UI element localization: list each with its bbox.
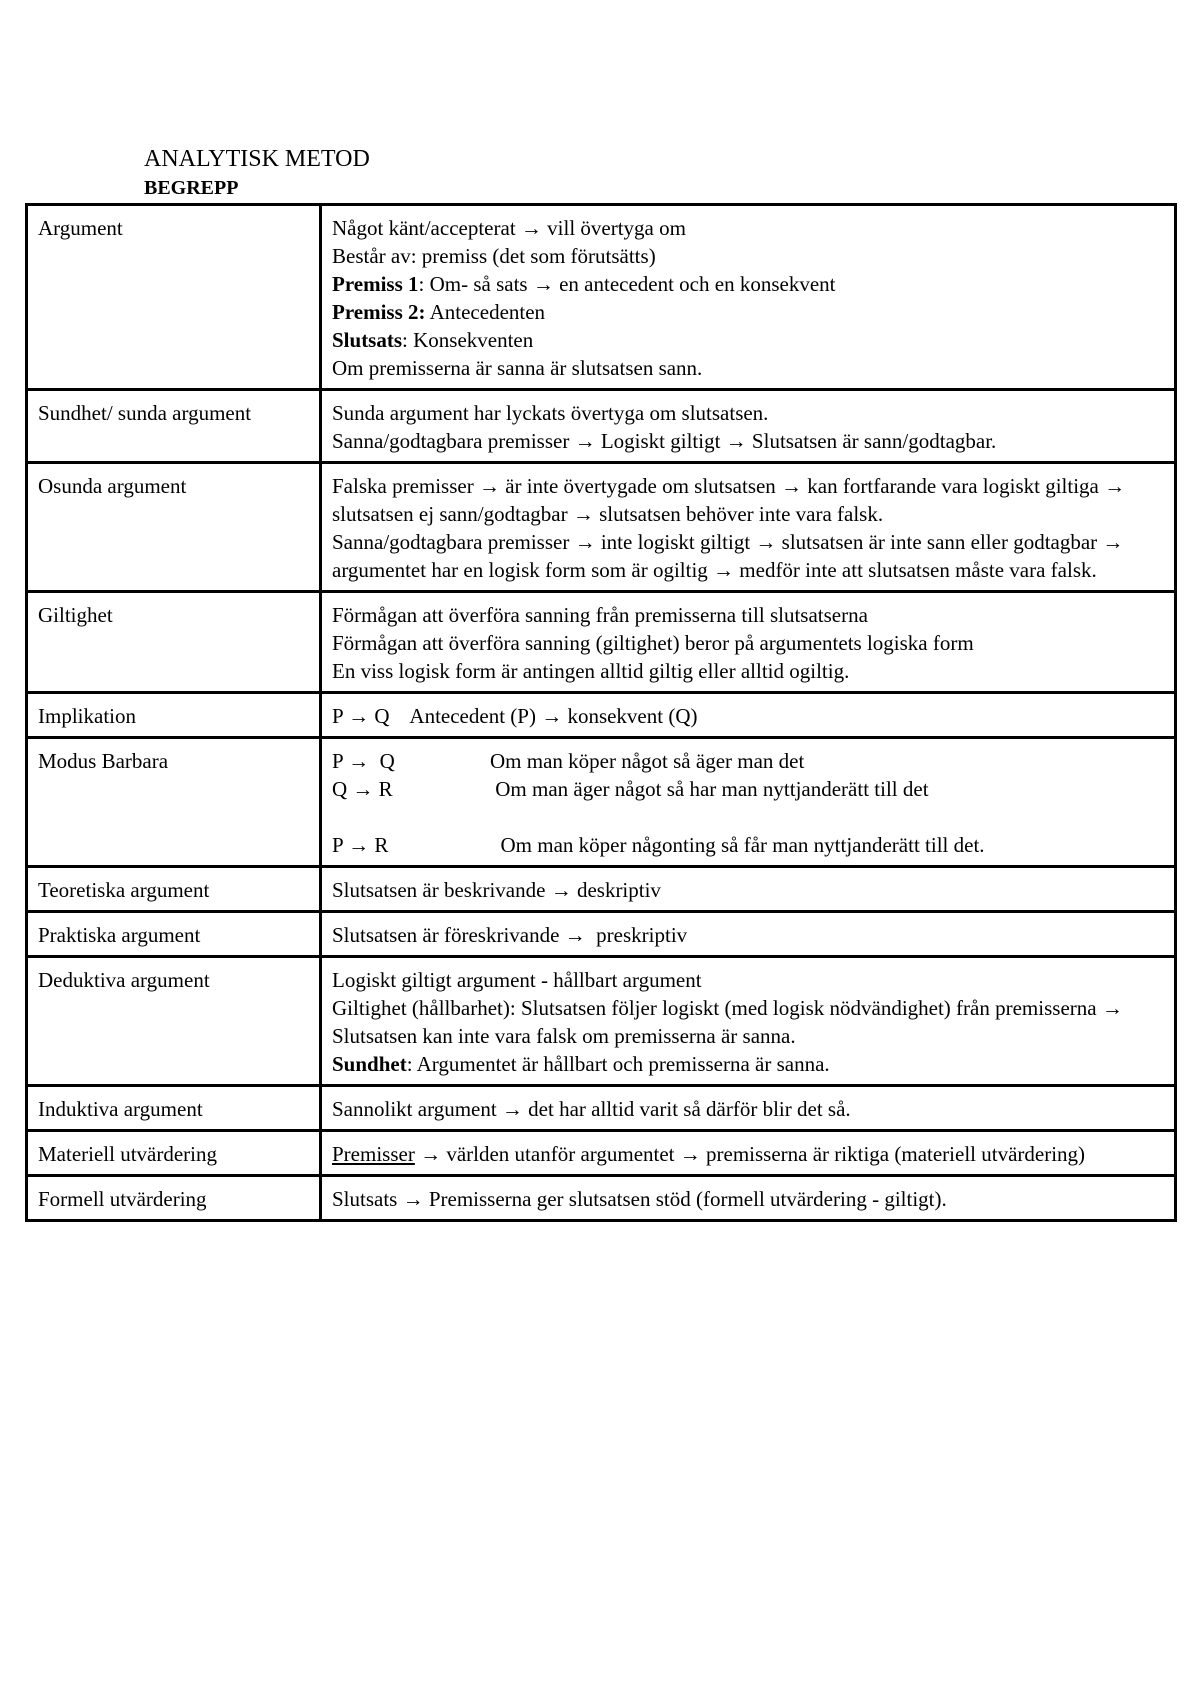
- definition-line: [332, 629, 1164, 657]
- definition-text: → världen utanför argumentet → premisserna är riktiga (materiell utvärdering): [414, 1142, 1086, 1166]
- table-row: [27, 1176, 1176, 1221]
- definition-cell: [321, 957, 1176, 1086]
- definition-line: [332, 994, 1164, 1050]
- definition-line: [332, 326, 1164, 354]
- definition-text: Sannolikt argument → det har alltid varit så därför blir det så.: [332, 1097, 851, 1121]
- definition-line: [332, 354, 1164, 382]
- definition-text: Består av: premiss (det som förutsätts): [332, 244, 656, 268]
- term-cell: Teoretiska argument: [27, 867, 321, 912]
- term-cell: Osunda argument: [27, 463, 321, 592]
- syllogism-line: [332, 747, 1164, 775]
- definition-line: [332, 702, 1164, 730]
- definition-line: [332, 242, 1164, 270]
- bold-term: Slutsats: [332, 328, 403, 352]
- definition-text: Förmågan att överföra sanning (giltighet) beror på argumentets logiska form: [332, 631, 974, 655]
- definition-cell: [321, 205, 1176, 390]
- table-row: [27, 912, 1176, 957]
- bold-term: Sundhet: [332, 1052, 407, 1076]
- definition-cell: [321, 463, 1176, 592]
- definition-line: [332, 298, 1164, 326]
- syllogism-example: Om man äger något så har man nyttjanderätt till det: [490, 777, 929, 801]
- document-title: ANALYTISK METOD: [144, 146, 370, 172]
- definition-text: : Om- så sats → en antecedent och en konsekvent: [418, 272, 836, 296]
- definition-cell: [321, 867, 1176, 912]
- table-row: [27, 592, 1176, 693]
- definition-line: [332, 427, 1164, 455]
- table-body: [27, 205, 1176, 1221]
- definition-line: [332, 657, 1164, 685]
- definition-cell: [321, 1086, 1176, 1131]
- definition-line: [332, 270, 1164, 298]
- definition-line: [332, 1185, 1164, 1213]
- table-row: [27, 390, 1176, 463]
- definition-text: Om premisserna är sanna är slutsatsen sann.: [332, 356, 703, 380]
- definition-text: Giltighet (hållbarhet): Slutsatsen följer logiskt (med logisk nödvändighet) från premisserna → Slutsatsen kan inte vara falsk om premisserna är sanna.: [332, 996, 1129, 1048]
- definition-line: [332, 528, 1164, 584]
- term-cell: Formell utvärdering: [27, 1176, 321, 1221]
- syllogism-line: [332, 775, 1164, 803]
- term-cell: Giltighet: [27, 592, 321, 693]
- definition-text: P → Q Antecedent (P) → konsekvent (Q): [332, 704, 698, 728]
- begrepp-table: [25, 203, 1177, 1222]
- term-cell: Materiell utvärdering: [27, 1131, 321, 1176]
- bold-term: Premiss 1: [332, 272, 419, 296]
- term-cell: Modus Barbara: [27, 738, 321, 867]
- syllogism-formula: P → Q: [332, 749, 395, 773]
- table-row: [27, 867, 1176, 912]
- syllogism-example: Om man köper någonting så får man nyttjanderätt till det.: [490, 833, 985, 857]
- syllogism-formula: P → R: [332, 833, 389, 857]
- table-row: [27, 205, 1176, 390]
- table-row: [27, 1086, 1176, 1131]
- document-subtitle: BEGREPP: [144, 177, 239, 199]
- definition-line: [332, 1095, 1164, 1123]
- definition-cell: [321, 912, 1176, 957]
- definition-text: : Argumentet är hållbart och premisserna är sanna.: [406, 1052, 830, 1076]
- definition-text: En viss logisk form är antingen alltid giltig eller alltid ogiltig.: [332, 659, 850, 683]
- syllogism-formula: Q → R: [332, 777, 393, 801]
- definition-line: [332, 921, 1164, 949]
- definition-text: Falska premisser → är inte övertygade om slutsatsen → kan fortfarande vara logiskt giltiga → slutsatsen ej sann/godtagbar → slutsatsen behöver inte vara falsk.: [332, 474, 1131, 526]
- table-row: [27, 957, 1176, 1086]
- definition-cell: [321, 1131, 1176, 1176]
- definition-line: [332, 876, 1164, 904]
- definition-cell: [321, 738, 1176, 867]
- definition-cell: [321, 390, 1176, 463]
- definition-text: Sunda argument har lyckats övertyga om slutsatsen.: [332, 401, 769, 425]
- underlined-term: Premisser: [332, 1142, 415, 1166]
- definition-line: [332, 214, 1164, 242]
- definition-text: : Konsekventen: [402, 328, 534, 352]
- term-cell: Implikation: [27, 693, 321, 738]
- definition-line: [332, 1140, 1164, 1168]
- table-row: [27, 738, 1176, 867]
- definition-text: Sanna/godtagbara premisser → Logiskt giltigt → Slutsatsen är sann/godtagbar.: [332, 429, 997, 453]
- definition-line: [332, 1050, 1164, 1078]
- term-cell: Praktiska argument: [27, 912, 321, 957]
- term-cell: Sundhet/ sunda argument: [27, 390, 321, 463]
- definition-text: Förmågan att överföra sanning från premisserna till slutsatserna: [332, 603, 868, 627]
- table-row: [27, 1131, 1176, 1176]
- definition-text: Något känt/accepterat → vill övertyga om: [332, 216, 686, 240]
- definition-text: Slutsats → Premisserna ger slutsatsen stöd (formell utvärdering - giltigt).: [332, 1187, 947, 1211]
- definition-text: Sanna/godtagbara premisser → inte logiskt giltigt → slutsatsen är inte sann eller godtagbar → argumentet har en logisk form som är ogiltig → medför inte att slutsatsen måste vara falsk.: [332, 530, 1129, 582]
- term-cell: Argument: [27, 205, 321, 390]
- syllogism-example: Om man köper något så äger man det: [490, 749, 805, 773]
- term-cell: Deduktiva argument: [27, 957, 321, 1086]
- table-row: [27, 693, 1176, 738]
- definition-text: Slutsatsen är beskrivande → deskriptiv: [332, 878, 661, 902]
- definition-line: [332, 399, 1164, 427]
- definition-text: Antecedenten: [425, 300, 546, 324]
- definition-line: [332, 966, 1164, 994]
- term-cell: Induktiva argument: [27, 1086, 321, 1131]
- definition-line: [332, 601, 1164, 629]
- definition-cell: [321, 1176, 1176, 1221]
- bold-term: Premiss 2:: [332, 300, 426, 324]
- definition-text: Logiskt giltigt argument - hållbart argument: [332, 968, 702, 992]
- definition-cell: [321, 592, 1176, 693]
- definition-line: [332, 472, 1164, 528]
- definition-cell: [321, 693, 1176, 738]
- syllogism-line: [332, 831, 1164, 859]
- definition-text: Slutsatsen är föreskrivande → preskriptiv: [332, 923, 688, 947]
- table-row: [27, 463, 1176, 592]
